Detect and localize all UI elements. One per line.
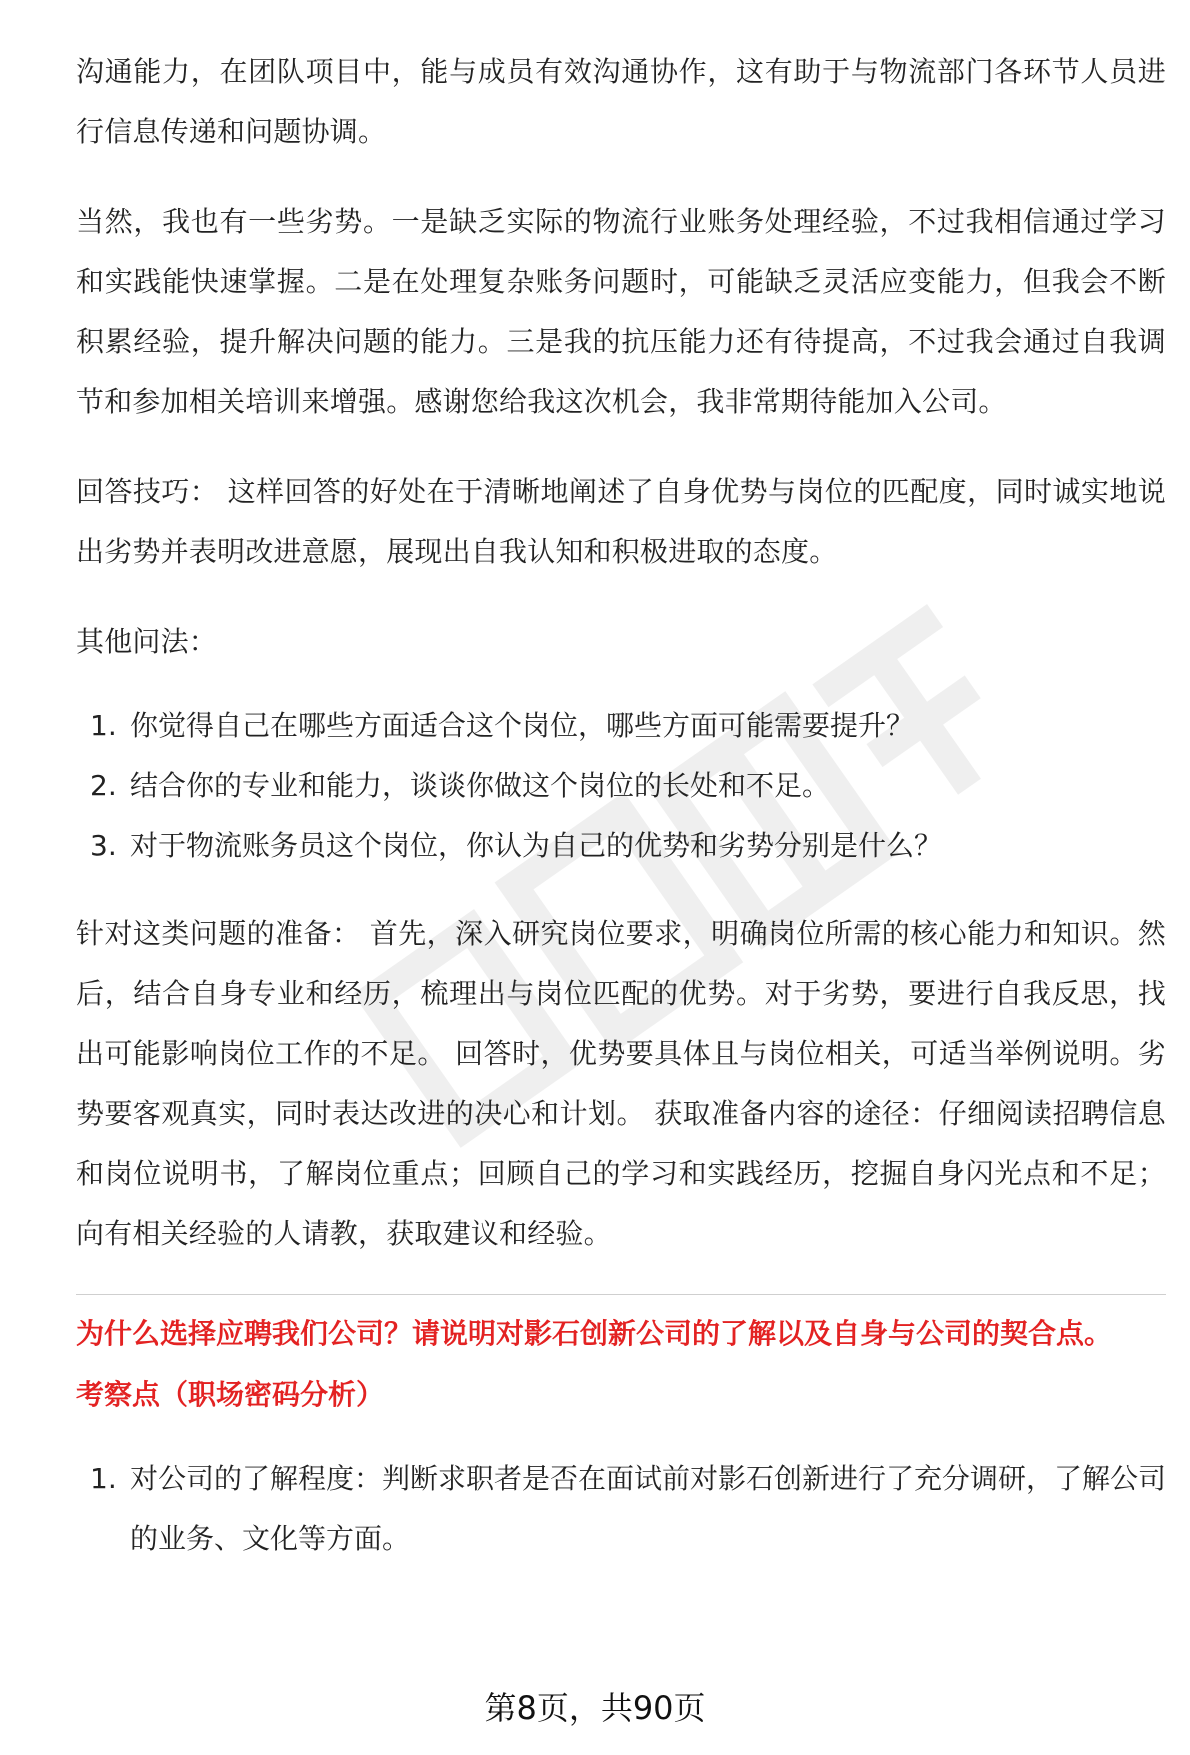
- list-item: [76, 696, 1166, 756]
- paragraph-communication: 沟通能力，在团队项目中，能与成员有效沟通协作，这有助于与物流部门各环节人员进行信息传递和问题协调。: [76, 55, 1166, 148]
- list-item-number: 2.: [90, 769, 117, 802]
- page-number-footer: 第8页，共90页: [484, 1689, 706, 1727]
- list-item: [76, 816, 1166, 876]
- paragraph-preparation: 针对这类问题的准备： 首先，深入研究岗位要求，明确岗位所需的核心能力和知识。然后，结合自身专业和经历，梳理出与岗位匹配的优势。对于劣势，要进行自我反思，找出可能影响岗位工作的不足。 回答时，优势要具体且与岗位相关，可适当举例说明。劣势要客观真实，同时表达改进的决心和计划。 获取准备内容的途径：仔细阅读招聘信息和岗位说明书，了解岗位重点；回顾自己的学习和实践经历，挖掘自身闪光点和不足；向有相关经验的人请教，获取建议和经验。: [76, 917, 1166, 1250]
- other-questions-list: [76, 696, 1166, 876]
- paragraph-answer-tips: 回答技巧： 这样回答的好处在于清晰地阐述了自身优势与岗位的匹配度，同时诚实地说出劣势并表明改进意愿，展现出自我认知和积极进取的态度。: [76, 475, 1166, 568]
- list-item-number: 3.: [90, 829, 117, 862]
- list-item: [76, 756, 1166, 816]
- list-item-text: 对公司的了解程度：判断求职者是否在面试前对影石创新进行了充分调研，了解公司的业务、文化等方面。: [130, 1462, 1167, 1555]
- assessment-points-list: [76, 1449, 1166, 1569]
- list-item-text: 结合你的专业和能力，谈谈你做这个岗位的长处和不足。: [130, 769, 831, 802]
- question-title: 为什么选择应聘我们公司？请说明对影石创新公司的了解以及自身与公司的契合点。: [76, 1317, 1113, 1350]
- paragraph-weaknesses: 当然，我也有一些劣势。一是缺乏实际的物流行业账务处理经验，不过我相信通过学习和实践能快速掌握。二是在处理复杂账务问题时，可能缺乏灵活应变能力，但我会不断积累经验，提升解决问题的能力。三是我的抗压能力还有待提高，不过我会通过自我调节和参加相关培训来增强。感谢您给我这次机会，我非常期待能加入公司。: [76, 205, 1166, 418]
- list-item-text: 对于物流账务员这个岗位，你认为自己的优势和劣势分别是什么？: [130, 829, 943, 862]
- section-divider: [76, 1294, 1166, 1295]
- list-item: [76, 1449, 1166, 1569]
- list-item-text: 你觉得自己在哪些方面适合这个岗位，哪些方面可能需要提升？: [130, 709, 915, 742]
- document-page: [76, 42, 1166, 1597]
- list-item-number: 1.: [90, 1462, 117, 1495]
- paragraph-other-questions-heading: 其他问法：: [76, 625, 218, 658]
- list-item-number: 1.: [90, 709, 117, 742]
- assessment-points-heading: 考察点（职场密码分析）: [76, 1378, 385, 1411]
